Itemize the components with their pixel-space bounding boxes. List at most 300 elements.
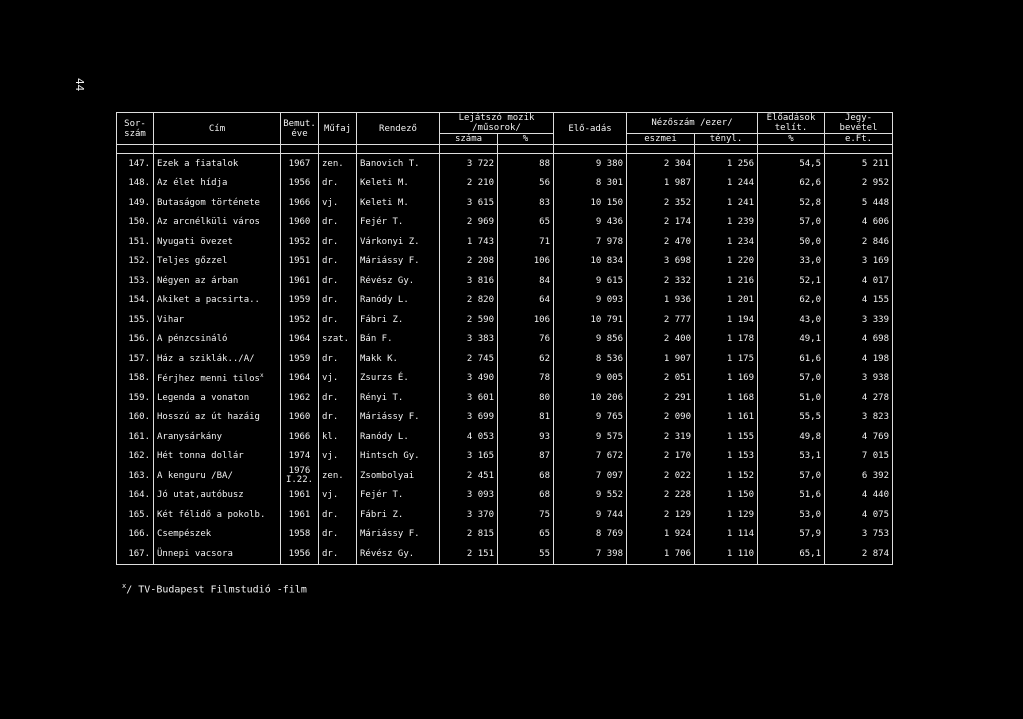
cinemas-count-cell-text: 2 969 <box>466 217 494 228</box>
cinemas-count-cell <box>440 349 498 369</box>
genre-cell <box>319 310 357 330</box>
title-cell <box>154 505 281 525</box>
viewers-nominal-cell <box>627 447 695 467</box>
cinemas-count-cell <box>440 427 498 447</box>
cinemas-count-cell <box>440 505 498 525</box>
revenue-cell <box>825 408 893 428</box>
title-cell <box>154 310 281 330</box>
title-cell <box>154 466 281 486</box>
col-header-revenue-unit: e.Ft. <box>825 134 893 145</box>
rank-cell <box>117 271 154 291</box>
rank-cell-text: 153. <box>128 275 150 286</box>
viewers-nominal-cell-text: 1 987 <box>663 178 691 189</box>
viewers-actual-cell-text: 1 234 <box>726 236 754 247</box>
year-cell-text: 1952 <box>288 236 311 247</box>
director-cell <box>357 252 440 272</box>
cinemas-pct-cell-text: 76 <box>539 334 550 345</box>
genre-cell <box>319 232 357 252</box>
table-row <box>117 369 893 389</box>
occupancy-cell-text: 57,0 <box>799 217 821 228</box>
revenue-cell-text: 7 015 <box>861 451 889 462</box>
title-cell-text: Ház a sziklák../A/ <box>157 353 255 364</box>
occupancy-cell <box>758 427 825 447</box>
title-cell <box>154 193 281 213</box>
cinemas-count-cell <box>440 174 498 194</box>
cinemas-count-cell-text: 2 210 <box>466 178 494 189</box>
viewers-nominal-cell-text: 2 170 <box>663 451 691 462</box>
director-cell <box>357 349 440 369</box>
cinemas-count-cell <box>440 310 498 330</box>
viewers-nominal-cell <box>627 271 695 291</box>
year-cell-text: 1964 <box>288 334 311 345</box>
genre-cell <box>319 252 357 272</box>
director-cell-text: Fábri Z. <box>360 314 404 325</box>
title-cell-text: Négyen az árban <box>157 275 239 286</box>
year-cell <box>281 193 319 213</box>
cinemas-count-cell-text: 3 490 <box>466 373 494 384</box>
occupancy-cell <box>758 291 825 311</box>
screenings-cell <box>554 349 627 369</box>
revenue-cell-text: 4 606 <box>861 217 889 228</box>
viewers-actual-cell <box>695 252 758 272</box>
genre-cell-text: dr. <box>322 236 339 247</box>
year-cell <box>281 505 319 525</box>
table-row <box>117 252 893 272</box>
director-cell <box>357 369 440 389</box>
genre-cell <box>319 174 357 194</box>
col-header-cinemas-pct: % <box>498 134 554 145</box>
director-cell <box>357 330 440 350</box>
rank-cell <box>117 486 154 506</box>
revenue-cell-text: 4 075 <box>861 509 889 520</box>
revenue-cell <box>825 232 893 252</box>
table-row <box>117 427 893 447</box>
table-row <box>117 349 893 369</box>
cinemas-count-cell-text: 3 370 <box>466 509 494 520</box>
viewers-actual-cell-text: 1 220 <box>726 256 754 267</box>
title-cell <box>154 369 281 389</box>
table-row <box>117 271 893 291</box>
cinemas-count-cell-text: 3 383 <box>466 334 494 345</box>
title-cell-text: Hét tonna dollár <box>157 451 244 462</box>
director-cell-text: Fábri Z. <box>360 509 404 520</box>
viewers-nominal-cell-text: 1 936 <box>663 295 691 306</box>
year-cell <box>281 252 319 272</box>
cinemas-pct-cell <box>498 486 554 506</box>
cinemas-count-cell-text: 2 151 <box>466 548 494 559</box>
screenings-cell <box>554 505 627 525</box>
screenings-cell-text: 10 791 <box>590 314 623 325</box>
year-cell <box>281 544 319 564</box>
viewers-nominal-cell-text: 3 698 <box>663 256 691 267</box>
film-statistics-table <box>116 112 893 565</box>
cinemas-count-cell-text: 3 601 <box>466 392 494 403</box>
viewers-actual-cell <box>695 525 758 545</box>
genre-cell <box>319 427 357 447</box>
genre-cell <box>319 291 357 311</box>
revenue-cell <box>825 252 893 272</box>
cinemas-pct-cell <box>498 505 554 525</box>
year-cell-text: 1964 <box>288 373 311 384</box>
cinemas-pct-cell <box>498 369 554 389</box>
title-cell <box>154 349 281 369</box>
title-cell-text: Az arcnélküli város <box>157 217 260 228</box>
table-row <box>117 388 893 408</box>
revenue-cell <box>825 486 893 506</box>
table-row <box>117 232 893 252</box>
title-cell-text: Teljes gőzzel <box>157 256 228 267</box>
cinemas-count-cell-text: 2 590 <box>466 314 494 325</box>
occupancy-cell-text: 33,0 <box>799 256 821 267</box>
genre-cell-text: vj. <box>322 197 339 208</box>
genre-cell <box>319 154 357 174</box>
director-cell <box>357 466 440 486</box>
genre-cell-text: zen. <box>322 158 344 169</box>
screenings-cell-text: 7 097 <box>595 470 623 481</box>
viewers-actual-cell-text: 1 152 <box>726 470 754 481</box>
occupancy-cell <box>758 193 825 213</box>
viewers-actual-cell-text: 1 161 <box>726 412 754 423</box>
title-cell <box>154 252 281 272</box>
cinemas-count-cell <box>440 213 498 233</box>
col-header-viewers-group: Nézőszám /ezer/ <box>627 113 758 134</box>
revenue-cell <box>825 525 893 545</box>
viewers-nominal-cell-text: 2 470 <box>663 236 691 247</box>
cinemas-count-cell <box>440 330 498 350</box>
year-cell <box>281 174 319 194</box>
revenue-cell <box>825 447 893 467</box>
cinemas-pct-cell <box>498 544 554 564</box>
col-header-occupancy-pct: % <box>758 134 825 145</box>
director-cell <box>357 213 440 233</box>
viewers-actual-cell-text: 1 244 <box>726 178 754 189</box>
director-cell <box>357 427 440 447</box>
occupancy-cell <box>758 232 825 252</box>
title-cell <box>154 232 281 252</box>
year-cell-text: 1961 <box>288 275 311 286</box>
year-cell-text: 1952 <box>288 314 311 325</box>
year-cell <box>281 349 319 369</box>
screenings-cell <box>554 291 627 311</box>
screenings-cell-text: 7 672 <box>595 451 623 462</box>
viewers-nominal-cell-text: 2 022 <box>663 470 691 481</box>
viewers-nominal-cell-text: 1 924 <box>663 529 691 540</box>
viewers-nominal-cell <box>627 193 695 213</box>
rank-cell <box>117 310 154 330</box>
year-cell-text: 1951 <box>288 256 311 267</box>
genre-cell-text: vj. <box>322 490 339 501</box>
table-row <box>117 174 893 194</box>
viewers-actual-cell-text: 1 175 <box>726 353 754 364</box>
viewers-nominal-cell <box>627 544 695 564</box>
occupancy-cell-text: 57,9 <box>799 529 821 540</box>
occupancy-cell-text: 62,0 <box>799 295 821 306</box>
revenue-cell <box>825 271 893 291</box>
rank-cell-text: 165. <box>128 509 150 520</box>
genre-cell <box>319 505 357 525</box>
title-cell <box>154 154 281 174</box>
viewers-actual-cell <box>695 271 758 291</box>
director-cell-text: Rényi T. <box>360 392 404 403</box>
screenings-cell <box>554 427 627 447</box>
revenue-cell <box>825 505 893 525</box>
viewers-actual-cell-text: 1 155 <box>726 431 754 442</box>
genre-cell <box>319 408 357 428</box>
rank-cell <box>117 349 154 369</box>
year-cell <box>281 271 319 291</box>
revenue-cell-text: 4 769 <box>861 431 889 442</box>
cinemas-count-cell <box>440 291 498 311</box>
director-cell <box>357 310 440 330</box>
genre-cell <box>319 466 357 486</box>
title-cell-text: Csempészek <box>157 529 212 540</box>
genre-cell <box>319 271 357 291</box>
viewers-actual-cell <box>695 408 758 428</box>
year-cell-text: 1961 <box>288 490 311 501</box>
cinemas-count-cell <box>440 388 498 408</box>
director-cell-text: Máriássy F. <box>360 256 420 267</box>
cinemas-pct-cell <box>498 154 554 174</box>
director-cell <box>357 486 440 506</box>
year-cell-text: 1974 <box>288 451 311 462</box>
viewers-nominal-cell <box>627 388 695 408</box>
genre-cell-text: dr. <box>322 256 339 267</box>
screenings-cell <box>554 154 627 174</box>
occupancy-cell-text: 54,5 <box>799 158 821 169</box>
year-cell <box>281 369 319 389</box>
director-cell-text: Banovich T. <box>360 158 420 169</box>
cinemas-pct-cell <box>498 271 554 291</box>
title-cell-text: Két félidő a pokolb. <box>157 509 266 520</box>
screenings-cell <box>554 252 627 272</box>
cinemas-pct-cell-text: 106 <box>533 256 550 267</box>
year-cell <box>281 154 319 174</box>
genre-cell-text: zen. <box>322 470 344 481</box>
revenue-cell <box>825 466 893 486</box>
rank-cell <box>117 193 154 213</box>
col-header-screenings: Elő-adás <box>554 113 627 145</box>
rank-cell-text: 151. <box>128 236 150 247</box>
viewers-actual-cell-text: 1 114 <box>726 529 754 540</box>
table-row <box>117 408 893 428</box>
viewers-nominal-cell <box>627 349 695 369</box>
revenue-cell <box>825 369 893 389</box>
year-cell-text: 1976 <box>288 466 311 476</box>
viewers-actual-cell <box>695 193 758 213</box>
genre-cell-text: dr. <box>322 548 339 559</box>
revenue-cell <box>825 544 893 564</box>
cinemas-pct-cell <box>498 427 554 447</box>
cinemas-count-cell <box>440 271 498 291</box>
revenue-cell-text: 6 392 <box>861 470 889 481</box>
rank-cell-text: 149. <box>128 197 150 208</box>
genre-cell-text: dr. <box>322 529 339 540</box>
rank-cell-text: 160. <box>128 412 150 423</box>
occupancy-cell-text: 52,8 <box>799 197 821 208</box>
footnote <box>122 582 307 595</box>
viewers-actual-cell <box>695 154 758 174</box>
table-body <box>117 154 893 565</box>
viewers-nominal-cell-text: 1 706 <box>663 548 691 559</box>
col-header-cinemas-group: Lejátszó mozik /műsorok/ <box>440 113 554 134</box>
occupancy-cell-text: 49,1 <box>799 334 821 345</box>
viewers-nominal-cell-text: 2 174 <box>663 217 691 228</box>
year-cell <box>281 447 319 467</box>
director-cell-text: Révész Gy. <box>360 275 415 286</box>
rank-cell-text: 157. <box>128 353 150 364</box>
rank-cell-text: 159. <box>128 392 150 403</box>
title-cell-text: Ezek a fiatalok <box>157 158 239 169</box>
title-cell <box>154 213 281 233</box>
genre-cell-text: dr. <box>322 412 339 423</box>
table-row <box>117 310 893 330</box>
viewers-actual-cell-text: 1 201 <box>726 295 754 306</box>
table-row <box>117 291 893 311</box>
cinemas-pct-cell-text: 68 <box>539 470 550 481</box>
cinemas-pct-cell <box>498 349 554 369</box>
viewers-nominal-cell <box>627 369 695 389</box>
revenue-cell <box>825 193 893 213</box>
title-cell-text: A pénzcsináló <box>157 334 228 345</box>
revenue-cell-text: 4 698 <box>861 334 889 345</box>
rank-cell-text: 156. <box>128 334 150 345</box>
viewers-actual-cell <box>695 388 758 408</box>
viewers-actual-cell-text: 1 241 <box>726 197 754 208</box>
title-cell-text: Legenda a vonaton <box>157 392 250 403</box>
year-cell-text: 1960 <box>288 217 311 228</box>
screenings-cell <box>554 271 627 291</box>
viewers-actual-cell <box>695 349 758 369</box>
occupancy-cell <box>758 349 825 369</box>
cinemas-pct-cell <box>498 193 554 213</box>
occupancy-cell <box>758 466 825 486</box>
screenings-cell-text: 9 093 <box>595 295 623 306</box>
cinemas-count-cell-text: 3 722 <box>466 158 494 169</box>
genre-cell-text: dr. <box>322 275 339 286</box>
title-cell <box>154 486 281 506</box>
screenings-cell-text: 8 769 <box>595 529 623 540</box>
rank-cell-text: 158. <box>128 373 150 384</box>
cinemas-pct-cell-text: 93 <box>539 431 550 442</box>
cinemas-count-cell-text: 4 053 <box>466 431 494 442</box>
genre-cell <box>319 388 357 408</box>
year-cell-text: 1966 <box>288 197 311 208</box>
occupancy-cell <box>758 447 825 467</box>
year-cell <box>281 310 319 330</box>
genre-cell-text: dr. <box>322 314 339 325</box>
revenue-cell-text: 3 339 <box>861 314 889 325</box>
rank-cell-text: 166. <box>128 529 150 540</box>
viewers-nominal-cell-text: 2 400 <box>663 334 691 345</box>
genre-cell <box>319 369 357 389</box>
cinemas-count-cell <box>440 232 498 252</box>
viewers-actual-cell <box>695 174 758 194</box>
rank-cell <box>117 427 154 447</box>
cinemas-pct-cell-text: 68 <box>539 490 550 501</box>
viewers-actual-cell-text: 1 129 <box>726 509 754 520</box>
screenings-cell <box>554 544 627 564</box>
cinemas-count-cell <box>440 447 498 467</box>
occupancy-cell <box>758 388 825 408</box>
title-cell <box>154 427 281 447</box>
footnote-mark: x <box>122 582 127 590</box>
cinemas-pct-cell <box>498 466 554 486</box>
table-row <box>117 544 893 564</box>
viewers-nominal-cell <box>627 232 695 252</box>
title-cell <box>154 525 281 545</box>
cinemas-count-cell <box>440 408 498 428</box>
title-cell-text: Hosszú az út hazáig <box>157 412 260 423</box>
genre-cell <box>319 349 357 369</box>
screenings-cell-text: 8 536 <box>595 353 623 364</box>
viewers-actual-cell <box>695 291 758 311</box>
rank-cell-text: 167. <box>128 548 150 559</box>
viewers-nominal-cell <box>627 408 695 428</box>
director-cell-text: Máriássy F. <box>360 529 420 540</box>
occupancy-cell <box>758 544 825 564</box>
year-cell-text: 1959 <box>288 353 311 364</box>
year-cell <box>281 388 319 408</box>
viewers-actual-cell <box>695 544 758 564</box>
viewers-nominal-cell <box>627 174 695 194</box>
cinemas-pct-cell-text: 78 <box>539 373 550 384</box>
year-cell-text: 1961 <box>288 509 311 520</box>
rank-cell-text: 161. <box>128 431 150 442</box>
title-cell <box>154 330 281 350</box>
title-cell <box>154 408 281 428</box>
genre-cell <box>319 486 357 506</box>
viewers-nominal-cell-text: 2 228 <box>663 490 691 501</box>
revenue-cell-text: 5 448 <box>861 197 889 208</box>
cinemas-count-cell <box>440 252 498 272</box>
cinemas-count-cell-text: 2 451 <box>466 470 494 481</box>
cinemas-pct-cell-text: 87 <box>539 451 550 462</box>
viewers-nominal-cell <box>627 330 695 350</box>
cinemas-pct-cell <box>498 252 554 272</box>
rank-cell <box>117 544 154 564</box>
revenue-cell-text: 2 874 <box>861 548 889 559</box>
director-cell <box>357 544 440 564</box>
occupancy-cell-text: 50,0 <box>799 236 821 247</box>
footnote-text: / TV-Budapest Filmstudió -film <box>126 584 307 596</box>
occupancy-cell <box>758 408 825 428</box>
director-cell-text: Fejér T. <box>360 490 404 501</box>
rank-cell <box>117 466 154 486</box>
viewers-nominal-cell <box>627 486 695 506</box>
director-cell <box>357 271 440 291</box>
genre-cell-text: vj. <box>322 451 339 462</box>
screenings-cell <box>554 310 627 330</box>
table-row <box>117 505 893 525</box>
revenue-cell <box>825 310 893 330</box>
col-header-year: Bemut. éve <box>281 113 319 145</box>
genre-cell <box>319 193 357 213</box>
viewers-actual-cell-text: 1 168 <box>726 392 754 403</box>
director-cell-text: Hintsch Gy. <box>360 451 420 462</box>
director-cell-text: Révész Gy. <box>360 548 415 559</box>
revenue-cell <box>825 154 893 174</box>
col-header-director: Rendező <box>357 113 440 145</box>
director-cell-text: Bán F. <box>360 334 393 345</box>
screenings-cell <box>554 232 627 252</box>
cinemas-count-cell-text: 2 815 <box>466 529 494 540</box>
genre-cell <box>319 330 357 350</box>
director-cell <box>357 193 440 213</box>
rank-cell-text: 152. <box>128 256 150 267</box>
rank-cell-text: 147. <box>128 158 150 169</box>
screenings-cell-text: 9 744 <box>595 509 623 520</box>
director-cell-text: Keleti M. <box>360 178 409 189</box>
